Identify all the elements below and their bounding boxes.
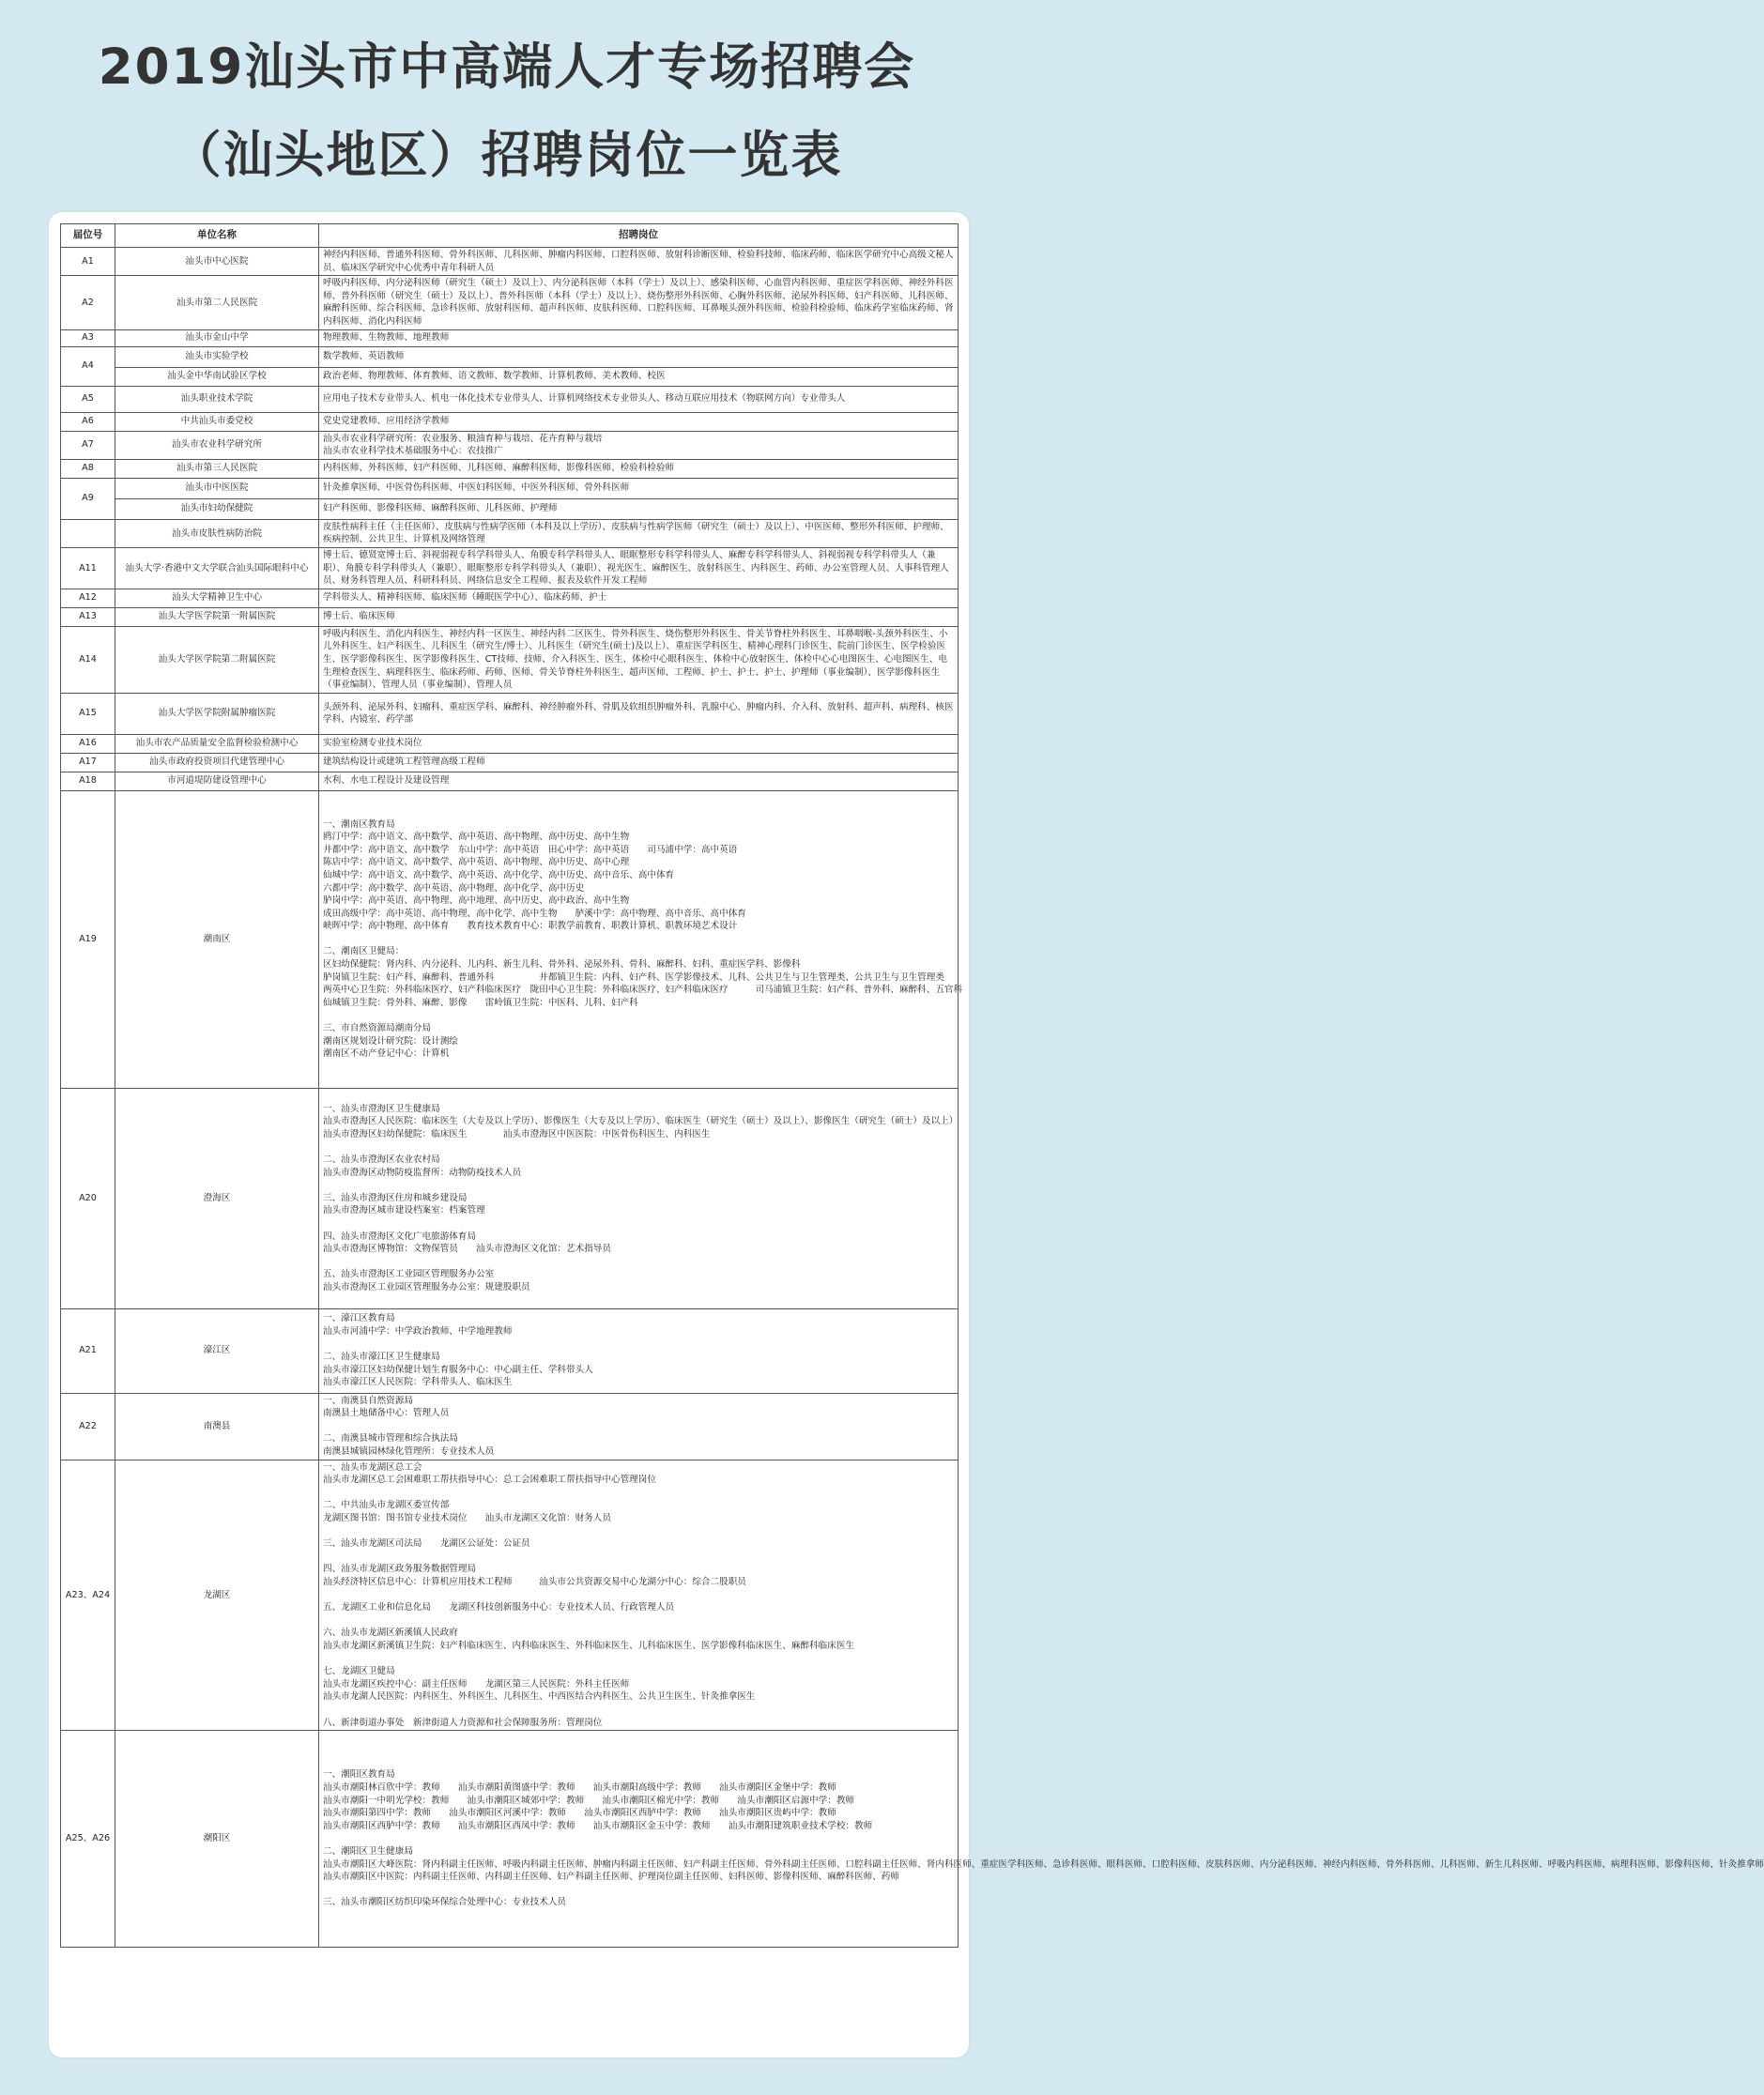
unit-name: 汕头市农产品质量安全监督检验检测中心 bbox=[115, 734, 319, 753]
position-line: 汕头市龙湖区总工会困难职工帮扶指导中心：总工会困难职工帮扶指导中心管理岗位 bbox=[323, 1475, 656, 1486]
table-row bbox=[61, 329, 959, 346]
position-line bbox=[323, 1487, 954, 1500]
position-line: 一、濠江区教育局 bbox=[323, 1313, 395, 1324]
positions-cell bbox=[319, 459, 959, 478]
position-line: 应用电子技术专业带头人、机电一体化技术专业带头人、计算机网络技术专业带头人、移动互联应用技术（物联网方向）专业带头人 bbox=[323, 393, 846, 405]
table-row bbox=[61, 547, 959, 589]
position-line: 区妇幼保健院：肾内科、内分泌科、儿内科、新生儿科、骨外科、泌尿外科、骨科、麻醉科、妇科、重症医学科、影像科 bbox=[323, 959, 801, 971]
booth-code: A2 bbox=[61, 276, 115, 329]
position-line: 潮南区不动产登记中心：计算机 bbox=[323, 1048, 450, 1060]
unit-name: 南澳县 bbox=[115, 1393, 319, 1460]
booth-code: A1 bbox=[61, 248, 115, 276]
position-line: 党史党建教师、应用经济学教师 bbox=[323, 416, 450, 427]
position-line: 汕头市潮阳第四中学：教师 汕头市潮阳区河溪中学：教师 汕头市潮阳区西胪中学：教师 汕头市潮阳区贵屿中学：教师 bbox=[323, 1808, 836, 1819]
table-row bbox=[61, 386, 959, 412]
unit-name: 中共汕头市委党校 bbox=[115, 412, 319, 431]
page-header bbox=[0, 0, 1014, 205]
position-line: 汕头市龙湖区疾控中心：副主任医师 龙湖区第三人民医院：外科主任医师 bbox=[323, 1678, 630, 1690]
unit-name: 汕头大学·香港中文大学联合汕头国际眼科中心 bbox=[115, 547, 319, 589]
table-card bbox=[49, 212, 1764, 2057]
position-line: 汕头市潮阳林百欣中学：教师 汕头市潮阳黄图盛中学：教师 汕头市潮阳高级中学：教师 汕头市潮阳区金堡中学：教师 bbox=[323, 1782, 836, 1793]
positions-cell bbox=[319, 346, 959, 367]
position-line: 汕头市龙湖人民医院：内科医生、外科医生、儿科医生、中西医结合内科医生、公共卫生医生、针灸推拿医生 bbox=[323, 1691, 756, 1703]
page-subtitle: （汕头地区）招聘岗位一览表 bbox=[171, 127, 843, 184]
position-line: 七、龙湖区卫健局 bbox=[323, 1666, 395, 1677]
position-line: 二、汕头市澄海区农业农村局 bbox=[323, 1155, 440, 1166]
position-line: 皮肤性病科主任（主任医师）、皮肤病与性病学医师（本科及以上学历）、皮肤病与性病学医师（研究生（硕士）及以上）、中医医师、整形外科医师、护理师、疾病控制、公共卫生、计算机及网络管理 bbox=[323, 521, 949, 545]
position-line bbox=[323, 1525, 954, 1538]
position-line: 两英中心卫生院：外科临床医疗、妇产科临床医疗 陇田中心卫生院：外科临床医疗、妇产科临床医疗 司马浦镇卫生院：妇产科、普外科、麻醉科、五官科 bbox=[323, 985, 963, 996]
unit-name: 龙湖区 bbox=[115, 1460, 319, 1730]
position-line: 妇产科医师、影像科医师、麻醉科医师、儿科医师、护理师 bbox=[323, 503, 558, 514]
position-line bbox=[323, 1551, 954, 1564]
unit-name: 汕头市农业科学研究所 bbox=[115, 431, 319, 459]
position-line bbox=[323, 1141, 954, 1155]
positions-cell bbox=[319, 607, 959, 626]
position-line: 汕头市农业科学研究所：农业服务、粮油育种与栽培、花卉育种与栽培 bbox=[323, 433, 603, 444]
position-line: 汕头市濠江区人民医院：学科带头人、临床医生 bbox=[323, 1377, 513, 1388]
positions-cell bbox=[319, 1731, 1764, 1948]
position-line bbox=[323, 1614, 954, 1628]
position-line: 潮南区规划设计研究院：设计测绘 bbox=[323, 1035, 458, 1047]
position-line: 呼吸内科医师、内分泌科医师（研究生（硕士）及以上）、内分泌科医师（本科（学士）及以上）、感染科医师、心血管内科医师、重症医学科医师、神经外科医师、普外科医师（研究生（硕士）及以上）、普外科医师（本科（学士）及以上）、烧伤整形外科医师、心胸外科医师、泌尿外科医师、妇产科医师、儿科医师、麻醉科医师、综合科医师、急诊科医师、放射科医师、超声科医师、皮肤科医师、口腔科医师、耳鼻喉头颈外科医师、检验科检验师、临床药学室临床药师、肾内科医师、消化内科医师 bbox=[323, 278, 954, 327]
position-line: 汕头市澄海区人民医院：临床医生（大专及以上学历）、影像医生（大专及以上学历）、临床医生（研究生（硕士）及以上）、影像医生（研究生（硕士）及以上） bbox=[323, 1116, 959, 1127]
unit-name: 汕头大学医学院第一附属医院 bbox=[115, 607, 319, 626]
table-body bbox=[61, 248, 1764, 1948]
table-row bbox=[61, 412, 959, 431]
unit-name: 汕头金中华南试验区学校 bbox=[115, 367, 319, 386]
position-line: 二、潮阳区卫生健康局 bbox=[323, 1845, 413, 1857]
position-line: 五、龙湖区工业和信息化局 龙湖区科技创新服务中心：专业技术人员、行政管理人员 bbox=[323, 1602, 675, 1613]
booth-code: A13 bbox=[61, 607, 115, 626]
table-row bbox=[61, 607, 959, 626]
table-row bbox=[61, 367, 959, 386]
position-line: 汕头市濠江区妇幼保健计划生育服务中心：中心副主任、学科带头人 bbox=[323, 1364, 593, 1375]
position-line: 神经内科医师、普通外科医师、骨外科医师、儿科医师、肿瘤内科医师、口腔科医师、放射科诊断医师、检验科技师、临床药师、临床医学研究中心高级文秘人员、临床医学研究中心优秀中青年科研人员 bbox=[323, 250, 954, 273]
position-line: 物理教师、生物教师、地理教师 bbox=[323, 332, 450, 344]
positions-cell bbox=[319, 790, 963, 1088]
table-row bbox=[61, 478, 959, 498]
positions-cell bbox=[319, 329, 959, 346]
booth-code: A22 bbox=[61, 1393, 115, 1460]
unit-name: 汕头市第三人民医院 bbox=[115, 459, 319, 478]
unit-name: 市河道堤防建设管理中心 bbox=[115, 772, 319, 790]
position-line: 八、新津街道办事处 新津街道人力资源和社会保障服务所：管理岗位 bbox=[323, 1717, 603, 1728]
position-line: 内科医师、外科医师、妇产科医师、儿科医师、麻醉科医师、影像科医师、检验科检验师 bbox=[323, 463, 675, 474]
table-row bbox=[61, 790, 959, 1088]
position-line bbox=[323, 1179, 954, 1192]
booth-code: A21 bbox=[61, 1308, 115, 1393]
table-row bbox=[61, 498, 959, 519]
positions-cell bbox=[319, 589, 959, 607]
position-line: 汕头市潮阳区西胪中学：教师 汕头市潮阳区西凤中学：教师 汕头市潮阳区金玉中学：教师 汕头市潮阳建筑职业技术学校：教师 bbox=[323, 1820, 873, 1831]
booth-code bbox=[61, 519, 115, 547]
table-row bbox=[61, 459, 959, 478]
booth-code: A5 bbox=[61, 386, 115, 412]
position-line: 头颈外科、泌尿外科、妇瘤科、重症医学科、麻醉科、神经肿瘤外科、骨肌及软组织肿瘤外科、乳腺中心、肿瘤内科、介入科、放射科、超声科、病理科、核医学科、内镜室、药学部 bbox=[323, 701, 954, 726]
unit-name: 潮南区 bbox=[115, 790, 319, 1088]
position-line: 二、汕头市濠江区卫生健康局 bbox=[323, 1352, 440, 1363]
position-line: 汕头市农业科学技术基础服务中心：农技推广 bbox=[323, 446, 503, 457]
position-line: 井都中学：高中语文、高中数学 东山中学：高中英语 田心中学：高中英语 司马浦中学：高中英语 bbox=[323, 844, 738, 855]
booth-code: A23、A24 bbox=[61, 1460, 115, 1730]
position-line: 二、南澳县城市管理和综合执法局 bbox=[323, 1433, 458, 1445]
unit-name: 汕头大学精神卫生中心 bbox=[115, 589, 319, 607]
booth-code: A11 bbox=[61, 547, 115, 589]
booth-code: A6 bbox=[61, 412, 115, 431]
position-line: 二、潮南区卫健局： bbox=[323, 946, 405, 957]
position-line: 三、汕头市澄海区住房和城乡建设局 bbox=[323, 1192, 468, 1203]
booth-code: A7 bbox=[61, 431, 115, 459]
position-line: 针灸推拿医师、中医骨伤科医师、中医妇科医师、中医外科医师、骨外科医师 bbox=[323, 482, 630, 494]
position-line: 汕头市澄海区动物防疫监督所：动物防疫技术人员 bbox=[323, 1167, 522, 1178]
positions-cell bbox=[319, 1393, 959, 1460]
unit-name: 汕头市实验学校 bbox=[115, 346, 319, 367]
table-row bbox=[61, 1088, 959, 1308]
unit-name: 汕头市第二人民医院 bbox=[115, 276, 319, 329]
positions-cell bbox=[319, 1460, 959, 1730]
position-line: 峡晖中学：高中物理、高中体育 教育技术教育中心：职教学前教育、职教计算机、职教环境艺术设计 bbox=[323, 921, 738, 932]
position-line: 胪岗镇卫生院：妇产科、麻醉科、普通外科 井都镇卫生院：内科、妇产科、医学影像技术、儿科、公共卫生与卫生管理类、公共卫生与卫生管理类 bbox=[323, 971, 944, 983]
position-line bbox=[323, 1338, 954, 1352]
unit-name: 汕头职业技术学院 bbox=[115, 386, 319, 412]
position-line bbox=[323, 1884, 954, 1897]
position-line: 建筑结构设计或建筑工程管理高级工程师 bbox=[323, 757, 485, 768]
booth-code: A19 bbox=[61, 790, 115, 1088]
position-line: 一、汕头市澄海区卫生健康局 bbox=[323, 1103, 440, 1114]
position-line: 陈店中学：高中语文、高中数学、高中英语、高中物理、高中历史、高中心理 bbox=[323, 857, 630, 868]
position-line: 南澳县城镇园林绿化管理所：专业技术人员 bbox=[323, 1446, 495, 1458]
positions-cell bbox=[319, 547, 959, 589]
unit-name: 汕头市政府投资项目代建管理中心 bbox=[115, 753, 319, 772]
position-line: 汕头市潮阳一中明光学校：教师 汕头市潮阳区城郊中学：教师 汕头市潮阳区棉光中学：教师 汕头市潮阳区启源中学：教师 bbox=[323, 1795, 855, 1806]
table-row bbox=[61, 734, 959, 753]
position-line: 六都中学：高中数学、高中英语、高中物理、高中化学、高中历史 bbox=[323, 882, 585, 894]
unit-name: 汕头市中心医院 bbox=[115, 248, 319, 276]
booth-code: A20 bbox=[61, 1088, 115, 1308]
position-line: 三、市自然资源局潮南分局 bbox=[323, 1023, 432, 1034]
position-line: 水利、水电工程设计及建设管理 bbox=[323, 775, 450, 787]
table-row bbox=[61, 626, 959, 693]
position-line: 四、汕头市龙湖区政务服务数据管理局 bbox=[323, 1564, 477, 1575]
positions-cell bbox=[319, 693, 959, 734]
position-line: 鸥汀中学：高中语文、高中数学、高中英语、高中物理、高中历史、高中生物 bbox=[323, 832, 630, 843]
position-line: 汕头经济特区信息中心：计算机应用技术工程师 汕头市公共资源交易中心龙湖分中心：综合二股职员 bbox=[323, 1577, 746, 1587]
position-line: 一、南澳县自然资源局 bbox=[323, 1395, 413, 1406]
table-row bbox=[61, 693, 959, 734]
position-line: 四、汕头市澄海区文化广电旅游体育局 bbox=[323, 1231, 477, 1242]
position-line: 数学教师、英语教师 bbox=[323, 351, 405, 362]
position-line bbox=[323, 1589, 954, 1602]
table-row bbox=[61, 519, 959, 547]
booth-code: A15 bbox=[61, 693, 115, 734]
position-line: 成田高级中学：高中英语、高中物理、高中化学、高中生物 胪溪中学：高中物理、高中音乐、高中体育 bbox=[323, 908, 746, 919]
unit-name: 汕头大学医学院附属肿瘤医院 bbox=[115, 693, 319, 734]
positions-cell bbox=[319, 431, 959, 459]
table-row bbox=[61, 589, 959, 607]
unit-name: 汕头市金山中学 bbox=[115, 329, 319, 346]
position-line: 汕头市潮阳区中医院：内科副主任医师、内科副主任医师、妇产科副主任医师、护理岗位副主任医师、妇科医师、影像科医师、麻醉科医师、药师 bbox=[323, 1872, 899, 1883]
position-line: 龙湖区图书馆：图书馆专业技术岗位 汕头市龙湖区文化馆：财务人员 bbox=[323, 1513, 611, 1524]
positions-cell bbox=[319, 1088, 959, 1308]
unit-name: 汕头市皮肤性病防治院 bbox=[115, 519, 319, 547]
booth-code: A12 bbox=[61, 589, 115, 607]
position-line: 实验室检测专业技术岗位 bbox=[323, 738, 422, 749]
table-row bbox=[61, 772, 959, 790]
positions-cell bbox=[319, 734, 959, 753]
position-line: 呼吸内科医生、消化内科医生、神经内科一区医生、神经内科二区医生、骨外科医生、烧伤整形外科医生、骨关节脊柱外科医生、耳鼻咽喉-头颈外科医生、小儿外科医生、妇产科医生、儿科医生（研究生/博士）、儿科医生（研究生(硕士)及以上）、重症医学科医生、精神心理科门诊医生、院前门诊医生、医学检验医生、医学影像科医生、医学影像科医生、CT技师、技师、介入科医生、医生、体检中心眼科医生、体检中心放射医生、体检中心心电图医生、心电图医生、电生理检查医生、病理科医生、临床药师、药师、医师、骨关节脊柱外科医生、超声医师、工程师、护士、护士、护士、护理师（事业编制）、医学影像科医生 （事业编制）、管理人员（事业编制）、管理人员 bbox=[323, 628, 949, 691]
booth-code: A3 bbox=[61, 329, 115, 346]
table-row bbox=[61, 1393, 959, 1460]
table-row bbox=[61, 431, 959, 459]
positions-cell bbox=[319, 1308, 959, 1393]
unit-name: 濠江区 bbox=[115, 1308, 319, 1393]
booth-code: A18 bbox=[61, 772, 115, 790]
position-line: 二、中共汕头市龙湖区委宣传部 bbox=[323, 1500, 450, 1511]
booth-code: A8 bbox=[61, 459, 115, 478]
positions-cell bbox=[319, 626, 959, 693]
positions-cell bbox=[319, 276, 959, 329]
position-line: 五、汕头市澄海区工业园区管理服务办公室 bbox=[323, 1269, 495, 1280]
col-header-code: 届位号 bbox=[61, 224, 115, 248]
position-line: 博士后、临床医师 bbox=[323, 611, 395, 622]
position-line: 政治老师、物理教师、体育教师、语文教师、数学教师、计算机教师、美术教师、校医 bbox=[323, 371, 666, 382]
position-line: 一、潮南区教育局 bbox=[323, 818, 395, 830]
position-line: 三、汕头市龙湖区司法局 龙湖区公证处：公证员 bbox=[323, 1538, 530, 1550]
position-line: 学科带头人、精神科医师、临床医师（睡眠医学中心）、临床药师、护士 bbox=[323, 592, 607, 604]
position-line: 一、潮阳区教育局 bbox=[323, 1769, 395, 1781]
booth-code: A14 bbox=[61, 626, 115, 693]
booth-code: A16 bbox=[61, 734, 115, 753]
position-line: 胪岗中学：高中英语、高中物理、高中地理、高中历史、高中政治、高中生物 bbox=[323, 895, 630, 907]
position-line bbox=[323, 1256, 954, 1269]
table-row bbox=[61, 346, 959, 367]
position-line: 汕头市澄海区城市建设档案室：档案管理 bbox=[323, 1205, 485, 1216]
position-line: 一、汕头市龙湖区总工会 bbox=[323, 1461, 422, 1473]
table-row bbox=[61, 1731, 959, 1948]
position-line: 汕头市澄海区工业园区管理服务办公室：规建股职员 bbox=[323, 1282, 530, 1293]
booth-code: A4 bbox=[61, 346, 115, 386]
unit-name: 潮阳区 bbox=[115, 1731, 319, 1948]
position-line bbox=[323, 933, 954, 946]
unit-name: 汕头市妇幼保健院 bbox=[115, 498, 319, 519]
unit-name: 汕头大学医学院第二附属医院 bbox=[115, 626, 319, 693]
unit-name: 汕头市中医医院 bbox=[115, 478, 319, 498]
positions-cell bbox=[319, 772, 959, 790]
position-line: 仙城中学：高中语文、高中数学、高中英语、高中化学、高中历史、高中音乐、高中体育 bbox=[323, 869, 675, 880]
table-row bbox=[61, 1460, 959, 1730]
position-line: 博士后、德贤宽博士后、斜视弱视专科学科带头人、角膜专科学科带头人、眼眶整形专科学科带头人、麻醉专科学科带头人、斜视弱视专科学科带头人（兼职）、角膜专科学科带头人（兼职）、眼眶整形专科学科带头人（兼职）、视光医生、麻醉医生、放射科医生、内科医生、药师、办公室管理人员、人事科管理人员、财务科管理人员、科研科科员、网络信息安全工程师、报表及软件开发工程师 bbox=[323, 549, 949, 587]
positions-cell bbox=[319, 519, 959, 547]
position-line bbox=[323, 1217, 954, 1231]
unit-name: 澄海区 bbox=[115, 1088, 319, 1308]
job-table bbox=[60, 223, 1764, 1948]
col-header-positions: 招聘岗位 bbox=[319, 224, 959, 248]
table-row bbox=[61, 248, 959, 276]
position-line bbox=[323, 1653, 954, 1666]
positions-cell bbox=[319, 386, 959, 412]
position-line: 三、汕头市潮阳区纺织印染环保综合处理中心：专业技术人员 bbox=[323, 1897, 567, 1908]
table-row bbox=[61, 276, 959, 329]
position-line bbox=[323, 1704, 954, 1717]
position-line: 汕头市澄海区博物馆：文物保管员 汕头市澄海区文化馆：艺术指导员 bbox=[323, 1244, 611, 1255]
position-line: 汕头市河浦中学：中学政治教师、中学地理教师 bbox=[323, 1326, 513, 1337]
position-line: 南澳县土地储备中心：管理人员 bbox=[323, 1408, 450, 1419]
position-line: 汕头市潮阳区大峰医院：肾内科副主任医师、呼吸内科副主任医师、肿瘤内科副主任医师、妇产科副主任医师、骨外科副主任医师、口腔科副主任医师、肾内科医师、重症医学科医师、急诊科医师、眼科医师、口腔科医师、皮肤科医师、内分泌科医师、神经内科医师、骨外科医师、儿科医师、新生儿科医师、呼吸内科医师、病理科医师、影像科医师、针灸推拿师 bbox=[323, 1858, 1764, 1870]
booth-code: A25、A26 bbox=[61, 1731, 115, 1948]
table-row bbox=[61, 753, 959, 772]
position-line bbox=[323, 1420, 954, 1433]
col-header-unit: 单位名称 bbox=[115, 224, 319, 248]
positions-cell bbox=[319, 248, 959, 276]
table-row bbox=[61, 1308, 959, 1393]
position-line bbox=[323, 1009, 954, 1022]
page-title: 2019汕头市中高端人才专场招聘会 bbox=[98, 38, 916, 96]
position-line: 六、汕头市龙湖区新溪镇人民政府 bbox=[323, 1628, 458, 1639]
booth-code: A9 bbox=[61, 478, 115, 519]
positions-cell bbox=[319, 753, 959, 772]
positions-cell bbox=[319, 478, 959, 498]
position-line: 仙城镇卫生院：骨外科、麻醉、影像 雷岭镇卫生院：中医科、儿科、妇产科 bbox=[323, 997, 638, 1008]
position-line: 汕头市龙湖区新溪镇卫生院：妇产科临床医生、内科临床医生、外科临床医生、儿科临床医生、医学影像科临床医生、麻醉科临床医生 bbox=[323, 1640, 855, 1651]
table-header-row bbox=[61, 224, 959, 248]
position-line: 汕头市澄海区妇幼保健院：临床医生 汕头市澄海区中医医院：中医骨伤科医生、内科医生 bbox=[323, 1128, 711, 1139]
booth-code: A17 bbox=[61, 753, 115, 772]
position-line bbox=[323, 1832, 954, 1845]
positions-cell bbox=[319, 412, 959, 431]
positions-cell bbox=[319, 498, 959, 519]
positions-cell bbox=[319, 367, 959, 386]
